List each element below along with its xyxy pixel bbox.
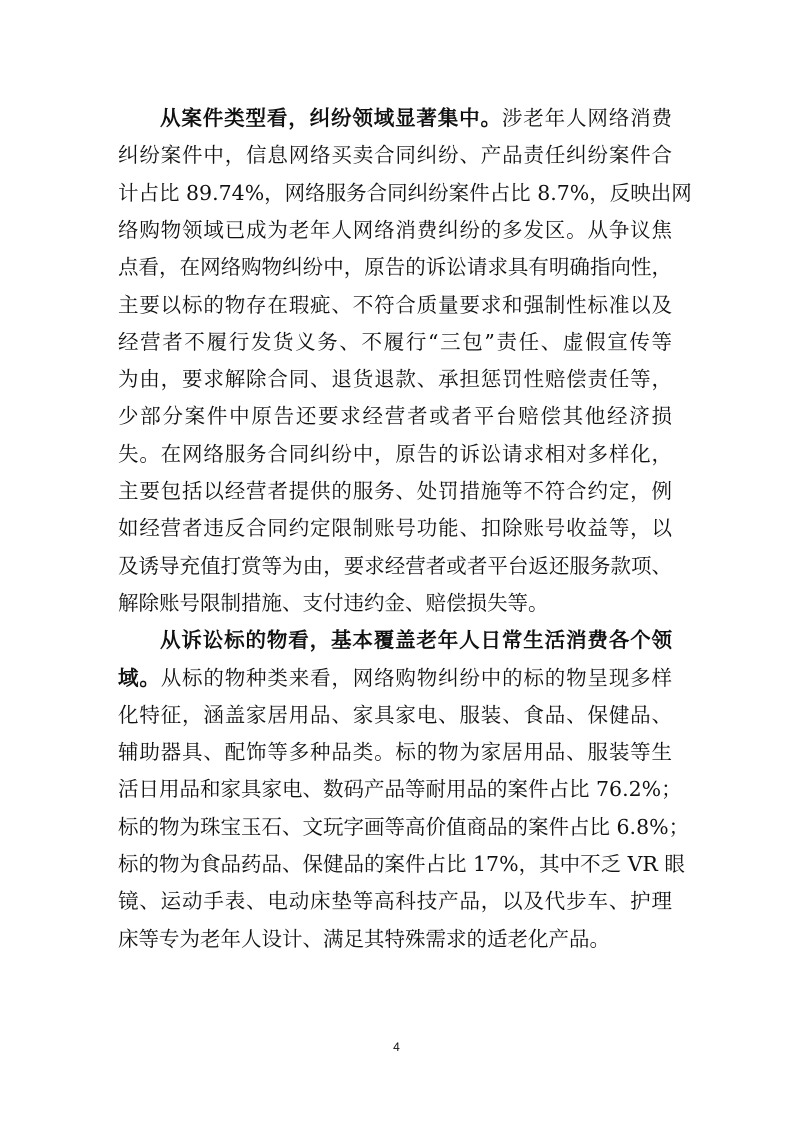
text-line [118,364,672,394]
text-line [118,178,692,208]
body-text: 少部分案件中原告还要求经营者或者平台赔偿其他经济损 [118,404,672,429]
text-line [118,215,672,245]
text-line [118,663,672,693]
body-text: 从标的物种类来看，网络购物纠纷中的标的物呈现多样 [160,665,673,690]
page-number: 4 [393,1040,400,1054]
text-line [118,812,690,842]
body-text: 纠纷案件中，信息网络买卖合同纠纷、产品责任纠纷案件合 [118,143,672,168]
text-line [118,774,682,804]
body-text: 络购物领域已成为老年人网络消费纠纷的多发区。从争议焦 [118,217,672,242]
text-line [160,625,672,655]
text-line [118,140,672,170]
body-text: 如经营者违反合同约定限制账号功能、扣除账号收益等，以 [118,516,672,541]
body-text: 计占比 89.74%，网络服务合同纠纷案件占比 8.7%，反映出网 [118,180,692,205]
body-text: 及诱导充值打赏等为由，要求经营者或者平台返还服务款项、 [118,553,672,578]
body-text: 失。在网络服务合同纠纷中，原告的诉讼请求相对多样化， [118,441,672,466]
body-text: 辅助器具、配饰等多种品类。标的物为家居用品、服装等生 [118,740,672,765]
body-text: 活日用品和家具家电、数码产品等耐用品的案件占比 76.2%； [118,777,682,802]
text-line [160,103,672,133]
body-text: 床等专为老年人设计、满足其特殊需求的适老化产品。 [118,926,610,951]
text-line [118,476,672,506]
bold-heading-text: 从案件类型看，纠纷领域显著集中。 [160,106,502,130]
text-line [118,513,672,543]
text-line [118,849,685,879]
body-text: 化特征，涵盖家居用品、家具家电、服装、食品、保健品、 [118,702,672,727]
body-text: 为由，要求解除合同、退货退款、承担惩罚性赔偿责任等， [118,367,672,392]
text-line [118,588,672,618]
bold-heading-text: 从诉讼标的物看，基本覆盖老年人日常生活消费各个领 [160,628,672,653]
body-text: 标的物为珠宝玉石、文玩字画等高价值商品的案件占比 6.8%； [118,814,690,839]
text-line [118,401,672,431]
text-line [118,290,672,320]
body-text: 标的物为食品药品、保健品的案件占比 17%，其中不乏 VR 眼 [118,852,685,876]
text-line [118,327,672,357]
body-text: 经营者不履行发货义务、不履行“三包”责任、虚假宣传等 [118,329,672,354]
text-line [118,439,672,469]
body-text: 解除账号限制措施、支付违约金、赔偿损失等。 [118,590,549,615]
body-text: 镜、运动手表、电动床垫等高科技产品，以及代步车、护理 [118,889,672,914]
bold-heading-text: 域。 [118,665,161,690]
text-line [118,700,672,730]
body-text: 主要包括以经营者提供的服务、处罚措施等不符合约定，例 [118,479,672,503]
text-line [118,737,672,767]
text-line [118,551,672,581]
text-line [118,252,672,282]
text-line [118,924,672,954]
body-text: 点看，在网络购物纠纷中，原告的诉讼请求具有明确指向性， [118,255,672,280]
text-line [118,886,672,916]
body-text: 主要以标的物存在瑕疵、不符合质量要求和强制性标准以及 [118,292,672,317]
body-text: 涉老年人网络消费 [501,106,673,130]
